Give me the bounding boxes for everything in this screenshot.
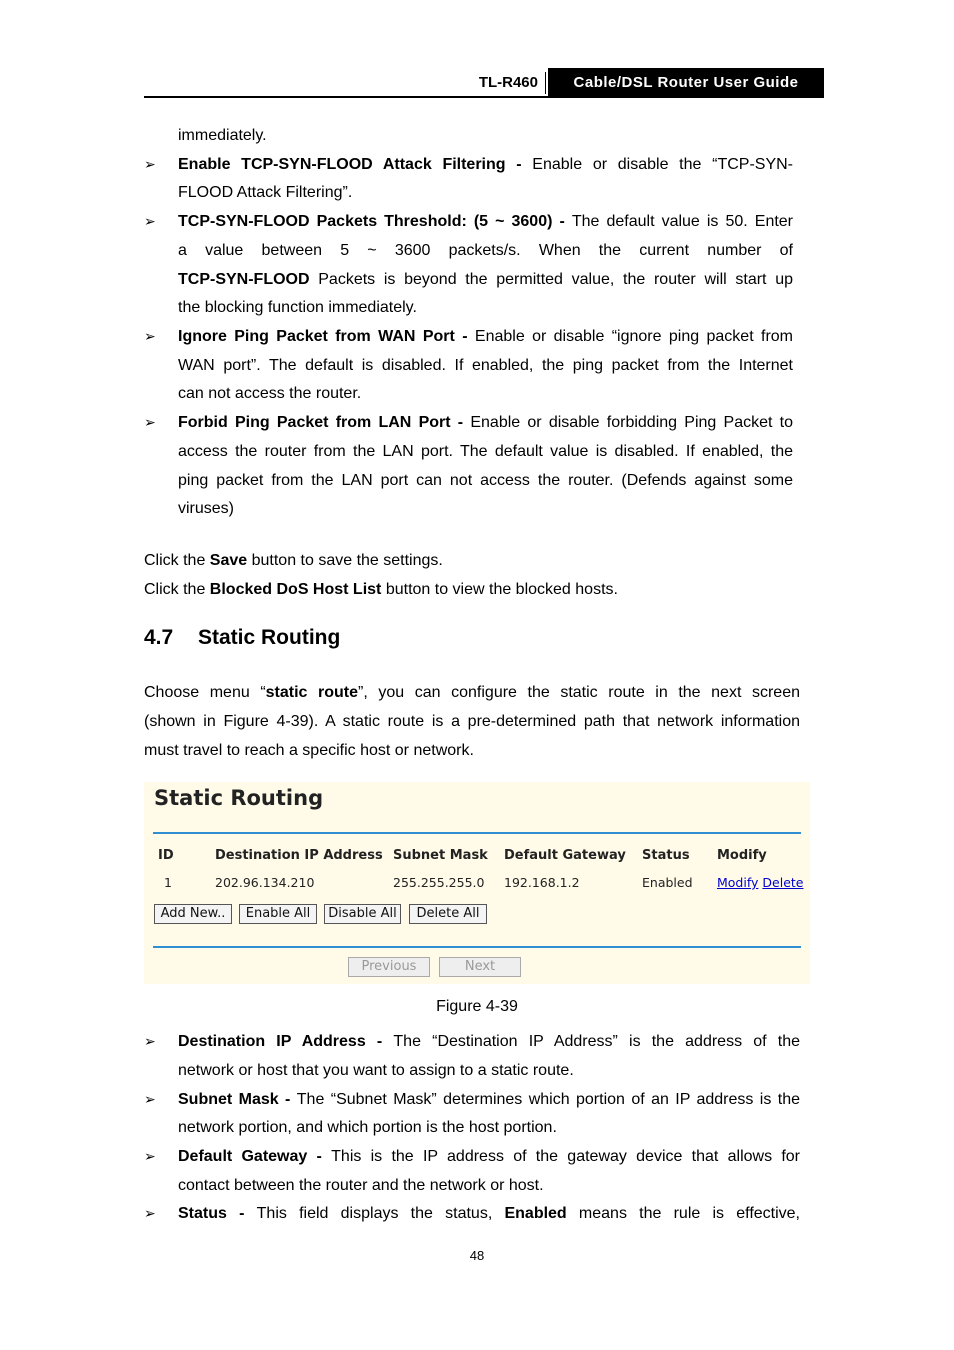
list-item-cont: viruses) [178, 500, 235, 517]
col-header-id: ID [158, 848, 174, 863]
cell-id: 1 [164, 875, 172, 890]
list-item: Enable TCP-SYN-FLOOD Attack Filtering - Enable or disable the “TCP-SYN- [178, 156, 794, 173]
bullet-term: Forbid Ping Packet from LAN Port - [178, 414, 471, 431]
intro-line: Choose menu “static route”, you can configure the static route in the next screen [144, 684, 800, 701]
cell-gateway: 192.168.1.2 [504, 875, 580, 890]
bullet-term: Status - [178, 1205, 257, 1222]
bullet-term: Enable TCP-SYN-FLOOD Attack Filtering - [178, 156, 533, 173]
list-item: Forbid Ping Packet from LAN Port - Enable or disable forbidding Ping Packet to [178, 414, 794, 431]
figure-caption: Figure 4-39 [436, 998, 518, 1015]
list-item-cont: the blocking function immediately. [178, 299, 417, 316]
list-item-cont: WAN port”. The default is disabled. If enabled, the ping packet from the Internet [178, 357, 793, 374]
instruction-save: Click the Save button to save the settings. [144, 552, 443, 569]
bullet-arrow-icon: ➢ [144, 156, 156, 172]
header-model: TL-R460 [478, 74, 538, 91]
page-header [144, 68, 824, 98]
header-guide-title: Cable/DSL Router User Guide [548, 68, 824, 97]
list-item-cont: network or host that you want to assign to a static route. [178, 1062, 574, 1079]
instruction-blocked-list: Click the Blocked DoS Host List button to view the blocked hosts. [144, 581, 618, 598]
bullet-term: Default Gateway - [178, 1148, 332, 1165]
bullet-arrow-icon: ➢ [144, 1033, 156, 1049]
list-item: Subnet Mask - The “Subnet Mask” determines which portion of an IP address is the [178, 1091, 801, 1108]
col-header-destination: Destination IP Address [215, 848, 383, 863]
bullet-term: Ignore Ping Packet from WAN Port - [178, 328, 475, 345]
list-item-cont: network portion, and which portion is the host portion. [178, 1119, 557, 1136]
section-number: 4.7 [144, 626, 174, 649]
list-item: Ignore Ping Packet from WAN Port - Enable or disable “ignore ping packet from [178, 328, 793, 345]
cell-modify [717, 875, 803, 890]
list-item: TCP-SYN-FLOOD Packets Threshold: (5 ~ 3600) - The default value is 50. Enter [178, 213, 794, 230]
list-item-cont: TCP-SYN-FLOOD Packets is beyond the permitted value, the router will start up [178, 271, 793, 288]
cell-status: Enabled [642, 875, 693, 890]
list-item-cont: contact between the router and the network or host. [178, 1177, 544, 1194]
bullet-term: Subnet Mask - [178, 1091, 297, 1108]
delete-all-button[interactable]: Delete All [409, 904, 487, 924]
divider [153, 832, 801, 834]
list-item: Destination IP Address - The “Destination IP Address” is the address of the [178, 1033, 801, 1050]
disable-all-button[interactable]: Disable All [324, 904, 401, 924]
list-item-cont: ping packet from the LAN port can not access the router. (Defends against some [178, 472, 793, 489]
next-button[interactable]: Next [439, 957, 521, 977]
col-header-status: Status [642, 848, 690, 863]
static-routing-screenshot [144, 782, 810, 984]
page-number: 48 [469, 1248, 485, 1263]
header-separator [545, 72, 546, 94]
section-heading [144, 626, 340, 650]
bullet-term: TCP-SYN-FLOOD Packets Threshold: (5 ~ 3600) - [178, 213, 572, 230]
continuation-text: immediately. [178, 127, 267, 144]
list-item-cont: access the router from the LAN port. The default value is disabled. If enabled, the [178, 443, 793, 460]
list-item-cont: can not access the router. [178, 385, 362, 402]
list-item: Status - This field displays the status, Enabled means the rule is effective, [178, 1205, 800, 1222]
bullet-arrow-icon: ➢ [144, 1091, 156, 1107]
divider [153, 946, 801, 948]
bullet-arrow-icon: ➢ [144, 1148, 156, 1164]
cell-destination: 202.96.134.210 [215, 875, 315, 890]
bullet-arrow-icon: ➢ [144, 1205, 156, 1221]
figure-title: Static Routing [154, 786, 324, 810]
header-rule [144, 96, 824, 98]
intro-line: must travel to reach a specific host or network. [144, 742, 474, 759]
add-new-button[interactable]: Add New.. [154, 904, 232, 924]
bullet-term: Destination IP Address - [178, 1033, 394, 1050]
list-item-cont: a value between 5 ~ 3600 packets/s. When the current number of [178, 242, 793, 259]
col-header-subnet: Subnet Mask [393, 848, 488, 863]
enable-all-button[interactable]: Enable All [239, 904, 317, 924]
col-header-modify: Modify [717, 848, 767, 863]
bullet-arrow-icon: ➢ [144, 414, 156, 430]
bullet-arrow-icon: ➢ [144, 213, 156, 229]
cell-subnet: 255.255.255.0 [393, 875, 485, 890]
delete-link[interactable]: Delete [762, 875, 804, 890]
bullet-arrow-icon: ➢ [144, 328, 156, 344]
modify-link[interactable]: Modify [717, 875, 759, 890]
intro-line: (shown in Figure 4-39). A static route is a pre-determined path that network information [144, 713, 800, 730]
list-item: Default Gateway - This is the IP address of the gateway device that allows for [178, 1148, 800, 1165]
previous-button[interactable]: Previous [348, 957, 430, 977]
list-item-cont: FLOOD Attack Filtering”. [178, 184, 353, 201]
col-header-gateway: Default Gateway [504, 848, 626, 863]
section-title: Static Routing [198, 626, 341, 649]
